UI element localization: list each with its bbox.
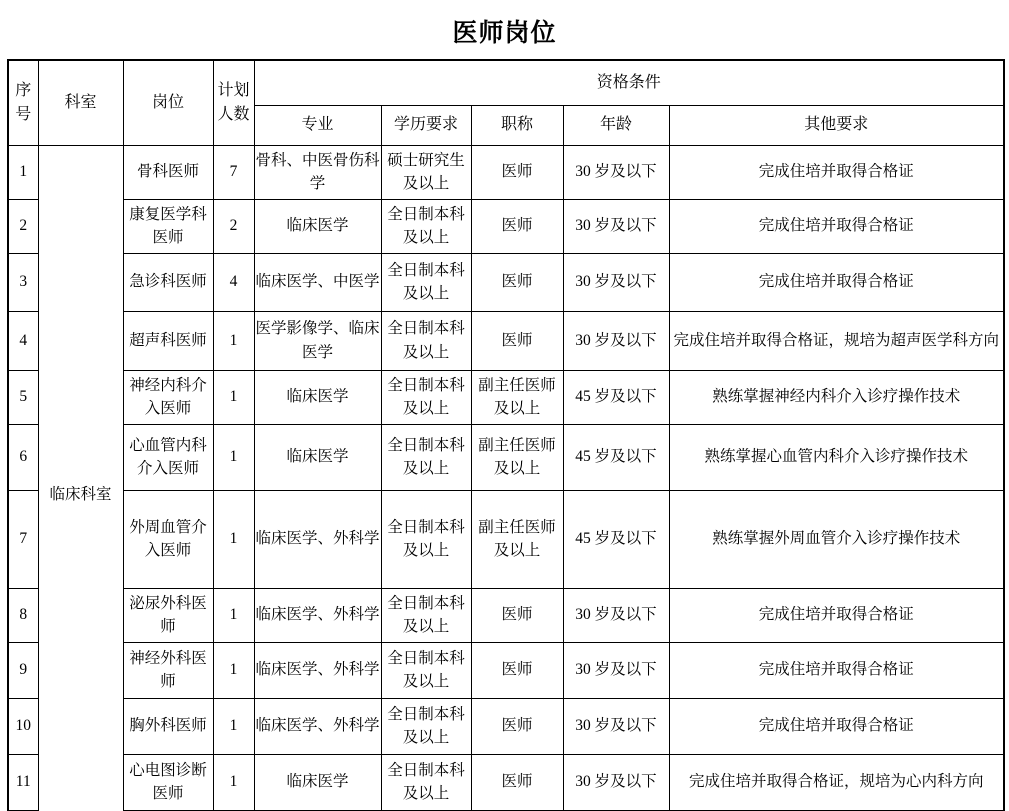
cell-headcount: 4 — [213, 253, 254, 311]
cell-education: 全日制本科及以上 — [381, 424, 471, 490]
cell-headcount: 1 — [213, 754, 254, 810]
cell-education: 硕士研究生及以上 — [381, 145, 471, 199]
cell-title: 副主任医师及以上 — [471, 490, 563, 588]
table-row — [8, 199, 1004, 253]
cell-age: 45 岁及以下 — [563, 370, 669, 424]
cell-no: 9 — [8, 642, 38, 698]
cell-major: 骨科、中医骨伤科学 — [254, 145, 381, 199]
cell-headcount: 1 — [213, 490, 254, 588]
cell-title: 医师 — [471, 253, 563, 311]
cell-major: 医学影像学、临床医学 — [254, 311, 381, 370]
cell-other: 完成住培并取得合格证 — [669, 253, 1004, 311]
col-header-major: 专业 — [254, 105, 381, 145]
cell-position: 康复医学科医师 — [123, 199, 213, 253]
cell-major: 临床医学 — [254, 424, 381, 490]
cell-other: 完成住培并取得合格证 — [669, 588, 1004, 642]
cell-position: 心电图诊断医师 — [123, 754, 213, 810]
table-row — [8, 145, 1004, 199]
cell-no: 10 — [8, 698, 38, 754]
cell-age: 30 岁及以下 — [563, 253, 669, 311]
cell-position: 泌尿外科医师 — [123, 588, 213, 642]
table-row — [8, 588, 1004, 642]
cell-title: 医师 — [471, 311, 563, 370]
cell-position: 神经外科医师 — [123, 642, 213, 698]
cell-headcount: 1 — [213, 370, 254, 424]
cell-headcount: 7 — [213, 145, 254, 199]
cell-other: 熟练掌握外周血管介入诊疗操作技术 — [669, 490, 1004, 588]
cell-age: 30 岁及以下 — [563, 588, 669, 642]
cell-major: 临床医学、外科学 — [254, 490, 381, 588]
cell-headcount: 1 — [213, 698, 254, 754]
cell-position: 急诊科医师 — [123, 253, 213, 311]
cell-major: 临床医学 — [254, 754, 381, 810]
cell-no: 11 — [8, 754, 38, 810]
cell-title: 医师 — [471, 199, 563, 253]
cell-no: 5 — [8, 370, 38, 424]
cell-age: 30 岁及以下 — [563, 199, 669, 253]
cell-education: 全日制本科及以上 — [381, 199, 471, 253]
department-group-cell: 临床科室 — [38, 145, 123, 811]
cell-headcount: 1 — [213, 642, 254, 698]
cell-major: 临床医学 — [254, 199, 381, 253]
col-header-position: 岗位 — [123, 60, 213, 145]
page-title: 医师岗位 — [452, 19, 557, 47]
cell-age: 30 岁及以下 — [563, 311, 669, 370]
table-row — [8, 642, 1004, 698]
cell-other: 完成住培并取得合格证，规培为超声医学科方向 — [669, 311, 1004, 370]
cell-major: 临床医学 — [254, 370, 381, 424]
cell-position: 心血管内科介入医师 — [123, 424, 213, 490]
cell-other: 完成住培并取得合格证，规培为心内科方向 — [669, 754, 1004, 810]
cell-age: 30 岁及以下 — [563, 145, 669, 199]
cell-major: 临床医学、外科学 — [254, 642, 381, 698]
cell-title: 副主任医师及以上 — [471, 424, 563, 490]
col-header-no: 序号 — [8, 60, 38, 145]
cell-other: 熟练掌握神经内科介入诊疗操作技术 — [669, 370, 1004, 424]
cell-headcount: 2 — [213, 199, 254, 253]
cell-education: 全日制本科及以上 — [381, 642, 471, 698]
cell-education: 全日制本科及以上 — [381, 588, 471, 642]
header-row-top — [8, 60, 1004, 105]
cell-position: 超声科医师 — [123, 311, 213, 370]
cell-position: 骨科医师 — [123, 145, 213, 199]
cell-other: 完成住培并取得合格证 — [669, 199, 1004, 253]
col-header-title: 职称 — [471, 105, 563, 145]
cell-education: 全日制本科及以上 — [381, 698, 471, 754]
table-row — [8, 370, 1004, 424]
cell-headcount: 1 — [213, 424, 254, 490]
cell-age: 45 岁及以下 — [563, 490, 669, 588]
cell-position: 外周血管介入医师 — [123, 490, 213, 588]
cell-no: 2 — [8, 199, 38, 253]
cell-major: 临床医学、中医学 — [254, 253, 381, 311]
cell-title: 医师 — [471, 642, 563, 698]
col-header-other: 其他要求 — [669, 105, 1004, 145]
cell-title: 医师 — [471, 145, 563, 199]
cell-headcount: 1 — [213, 311, 254, 370]
cell-other: 熟练掌握心血管内科介入诊疗操作技术 — [669, 424, 1004, 490]
col-header-education: 学历要求 — [381, 105, 471, 145]
table-row — [8, 490, 1004, 588]
cell-major: 临床医学、外科学 — [254, 698, 381, 754]
cell-other: 完成住培并取得合格证 — [669, 145, 1004, 199]
cell-age: 30 岁及以下 — [563, 698, 669, 754]
physician-positions-table — [7, 59, 1005, 811]
cell-no: 1 — [8, 145, 38, 199]
cell-education: 全日制本科及以上 — [381, 370, 471, 424]
cell-position: 神经内科介入医师 — [123, 370, 213, 424]
cell-title: 医师 — [471, 698, 563, 754]
table-row — [8, 698, 1004, 754]
table-row — [8, 754, 1004, 810]
cell-title: 副主任医师及以上 — [471, 370, 563, 424]
table-row — [8, 424, 1004, 490]
cell-position: 胸外科医师 — [123, 698, 213, 754]
cell-major: 临床医学、外科学 — [254, 588, 381, 642]
cell-no: 8 — [8, 588, 38, 642]
cell-age: 45 岁及以下 — [563, 424, 669, 490]
table-row — [8, 311, 1004, 370]
cell-education: 全日制本科及以上 — [381, 253, 471, 311]
cell-no: 7 — [8, 490, 38, 588]
cell-headcount: 1 — [213, 588, 254, 642]
table-row — [8, 253, 1004, 311]
cell-education: 全日制本科及以上 — [381, 754, 471, 810]
cell-other: 完成住培并取得合格证 — [669, 642, 1004, 698]
cell-title: 医师 — [471, 588, 563, 642]
cell-no: 6 — [8, 424, 38, 490]
col-header-qualification-group: 资格条件 — [254, 60, 1004, 105]
cell-no: 3 — [8, 253, 38, 311]
cell-no: 4 — [8, 311, 38, 370]
cell-education: 全日制本科及以上 — [381, 311, 471, 370]
cell-education: 全日制本科及以上 — [381, 490, 471, 588]
col-header-department: 科室 — [38, 60, 123, 145]
cell-title: 医师 — [471, 754, 563, 810]
col-header-headcount: 计划人数 — [213, 60, 254, 145]
cell-other: 完成住培并取得合格证 — [669, 698, 1004, 754]
col-header-age: 年龄 — [563, 105, 669, 145]
cell-age: 30 岁及以下 — [563, 754, 669, 810]
cell-age: 30 岁及以下 — [563, 642, 669, 698]
